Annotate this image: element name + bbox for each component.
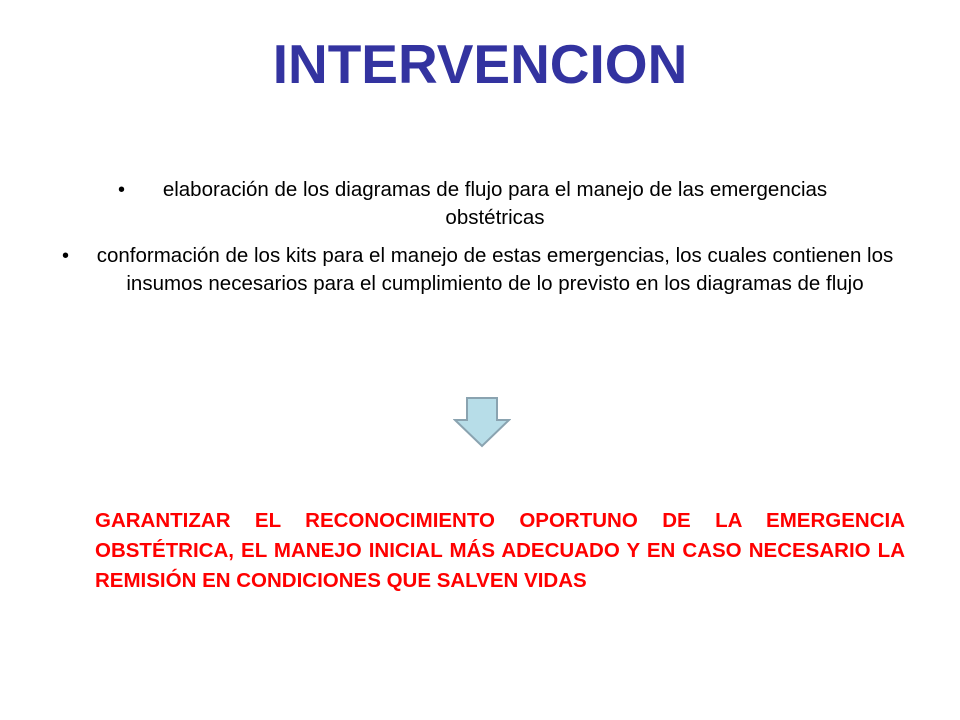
bullet-text: conformación de los kits para el manejo de estas emergencias, los cuales contienen los insumos necesarios para el cumplimiento de lo previsto en los diagramas de flujo <box>96 244 894 295</box>
bullet-marker: • <box>62 245 70 267</box>
bullet-text: elaboración de los diagramas de flujo para el manejo de las emergencias obstétricas <box>162 178 828 229</box>
bullet-marker: • <box>118 179 126 201</box>
slide-title: INTERVENCION <box>272 33 688 95</box>
arrow-down-icon <box>453 396 511 448</box>
conclusion-statement: GARANTIZAR EL RECONOCIMIENTO OPORTUNO DE LA EMERGENCIA OBSTÉTRICA, EL MANEJO INICIAL MÁS ADECUADO Y EN CASO NECESARIO LA REMISIÓN EN CONDICIONES QUE SALVEN VIDAS <box>95 509 905 592</box>
bullet-item <box>60 176 900 232</box>
bullet-list <box>60 176 900 308</box>
bullet-item <box>60 242 900 298</box>
